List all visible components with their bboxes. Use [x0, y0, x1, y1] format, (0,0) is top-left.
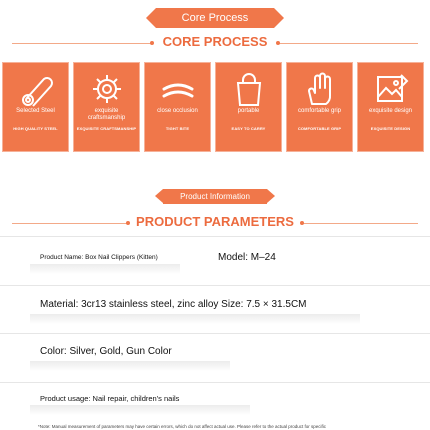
gear-icon: [87, 71, 127, 107]
row-shadow: [30, 314, 360, 324]
row-divider: [0, 285, 430, 286]
bite-lines-icon: [158, 71, 198, 107]
card-comfortable-grip: [286, 62, 353, 152]
row-shadow: [30, 361, 230, 371]
row-divider: [0, 382, 430, 383]
steel-roll-icon: [16, 71, 56, 107]
card-subtitle: TIGHT BITE: [165, 126, 190, 131]
card-exquisite-design: [357, 62, 424, 152]
row-divider: [0, 236, 430, 237]
design-image-icon: [371, 71, 411, 107]
material-size-field: Material: 3cr13 stainless steel, zinc alloy Size: 7.5 × 31.5CM: [40, 299, 307, 310]
card-close-occlusion: [144, 62, 211, 152]
card-caption: close occlusion: [157, 108, 198, 114]
product-info-banner: [163, 189, 267, 204]
row-shadow: [30, 264, 180, 274]
row-divider: [0, 333, 430, 334]
color-field: Color: Silver, Gold, Gun Color: [40, 346, 172, 357]
card-caption: comfortable grip: [297, 108, 342, 114]
card-caption: portable: [237, 108, 260, 114]
model-field: Model: M–24: [218, 252, 276, 263]
card-subtitle: EXQUISITE DESIGN: [370, 126, 411, 131]
card-caption: exquisite design: [368, 108, 413, 114]
core-process-banner: [156, 8, 274, 28]
bag-icon: [229, 71, 269, 107]
card-selected-steel: [2, 62, 69, 152]
card-portable: [215, 62, 282, 152]
measurement-note: *Note: Manual measurement of parameters may have certain errors, which do not affect actual use. Please refer to the actual product for specific: [38, 424, 327, 429]
card-caption: Selected Steel: [16, 108, 55, 114]
card-subtitle: EXQUISITE CRAFTSMANSHIP: [76, 126, 137, 131]
card-subtitle: COMFORTABLE GRIP: [297, 126, 342, 131]
card-subtitle: EASY TO CARRY: [231, 126, 266, 131]
hand-icon: [300, 71, 340, 107]
usage-field: Product usage: Nail repair, children's nails: [40, 394, 180, 403]
card-subtitle: HIGH QUALITY STEEL: [13, 126, 58, 131]
product-info-banner-label: Product Information: [180, 192, 250, 201]
core-process-cards: [2, 62, 428, 152]
row-shadow: [30, 405, 250, 415]
card-caption: exquisite craftsmanship: [87, 108, 126, 121]
product-name-field: Product Name: Box Nail Clippers (Kitten): [40, 254, 158, 261]
product-parameters-title: PRODUCT PARAMETERS: [136, 214, 294, 229]
core-process-title: CORE PROCESS: [162, 34, 268, 49]
core-process-banner-label: Core Process: [181, 12, 249, 24]
card-craftsmanship: [73, 62, 140, 152]
